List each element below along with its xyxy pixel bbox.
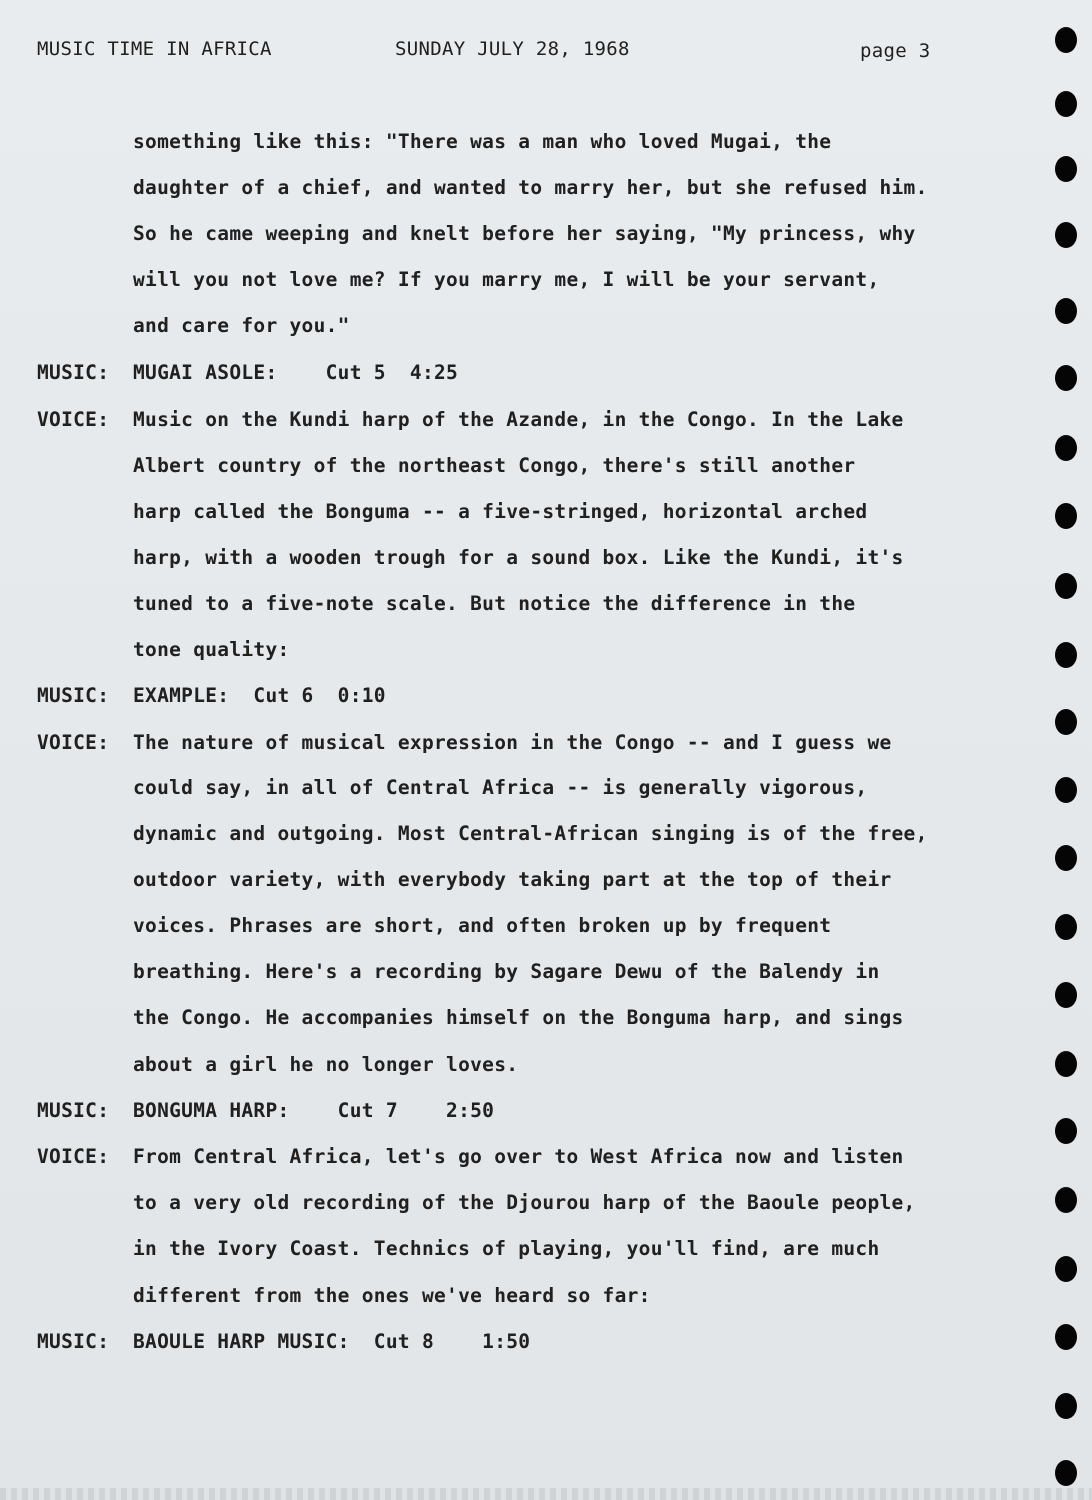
punch-hole (1055, 1393, 1077, 1419)
script-line: breathing. Here's a recording by Sagare Dewu of the Balendy in (133, 960, 880, 983)
script-line: Albert country of the northeast Congo, there's still another (133, 454, 856, 477)
cue-label-voice: VOICE: (37, 1145, 110, 1168)
cue-label-music: MUSIC: (37, 1099, 110, 1122)
music-cue: BONGUMA HARP: Cut 7 2:50 (133, 1099, 495, 1122)
punch-hole (1055, 1187, 1077, 1213)
punch-hole (1055, 642, 1077, 668)
script-line: to a very old recording of the Djourou harp of the Baoule people, (133, 1191, 916, 1214)
script-line: outdoor variety, with everybody taking part at the top of their (133, 868, 892, 891)
script-line: tone quality: (133, 638, 290, 661)
cue-label-voice: VOICE: (37, 731, 110, 754)
punch-hole (1055, 1118, 1077, 1144)
music-cue: MUGAI ASOLE: Cut 5 4:25 (133, 361, 459, 384)
punch-hole (1055, 222, 1077, 248)
punch-hole (1055, 503, 1077, 529)
script-line: the Congo. He accompanies himself on the Bonguma harp, and sings (133, 1006, 904, 1029)
script-line: harp, with a wooden trough for a sound box. Like the Kundi, it's (133, 546, 904, 569)
punch-hole (1055, 365, 1077, 391)
music-cue: BAOULE HARP MUSIC: Cut 8 1:50 (133, 1330, 531, 1353)
cue-label-music: MUSIC: (37, 684, 110, 707)
script-line: different from the ones we've heard so far: (133, 1284, 651, 1307)
punch-hole (1055, 91, 1077, 117)
punch-hole (1055, 27, 1077, 53)
cue-label-music: MUSIC: (37, 1330, 110, 1353)
punch-hole (1055, 1460, 1077, 1486)
script-line: about a girl he no longer loves. (133, 1053, 519, 1076)
script-line: something like this: "There was a man who loved Mugai, the (133, 130, 832, 153)
page-number: page 3 (860, 40, 931, 62)
punch-hole (1055, 1051, 1077, 1077)
punch-hole (1055, 1324, 1077, 1350)
script-line: tuned to a five-note scale. But notice the difference in the (133, 592, 856, 615)
punch-hole (1055, 435, 1077, 461)
punch-hole (1055, 982, 1077, 1008)
punch-hole (1055, 298, 1077, 324)
paper-bottom-edge (0, 1488, 1092, 1500)
punch-hole (1055, 1256, 1077, 1282)
broadcast-date: SUNDAY JULY 28, 1968 (395, 38, 630, 60)
script-line: harp called the Bonguma -- a five-stringed, horizontal arched (133, 500, 868, 523)
music-cue: EXAMPLE: Cut 6 0:10 (133, 684, 386, 707)
script-line: Music on the Kundi harp of the Azande, in the Congo. In the Lake (133, 408, 904, 431)
script-line: So he came weeping and knelt before her saying, "My princess, why (133, 222, 916, 245)
punch-hole (1055, 777, 1077, 803)
cue-label-music: MUSIC: (37, 361, 110, 384)
script-line: daughter of a chief, and wanted to marry her, but she refused him. (133, 176, 928, 199)
script-line: voices. Phrases are short, and often broken up by frequent (133, 914, 832, 937)
script-line: From Central Africa, let's go over to West Africa now and listen (133, 1145, 904, 1168)
script-line: could say, in all of Central Africa -- is generally vigorous, (133, 776, 868, 799)
script-line: in the Ivory Coast. Technics of playing, you'll find, are much (133, 1237, 880, 1260)
script-line: The nature of musical expression in the Congo -- and I guess we (133, 731, 892, 754)
cue-label-voice: VOICE: (37, 408, 110, 431)
script-line: will you not love me? If you marry me, I will be your servant, (133, 268, 880, 291)
punch-hole (1055, 914, 1077, 940)
punch-hole (1055, 156, 1077, 182)
script-line: dynamic and outgoing. Most Central-African singing is of the free, (133, 822, 928, 845)
punch-hole (1055, 845, 1077, 871)
script-line: and care for you." (133, 314, 350, 337)
punch-hole (1055, 573, 1077, 599)
punch-hole (1055, 709, 1077, 735)
program-title: MUSIC TIME IN AFRICA (37, 38, 272, 60)
